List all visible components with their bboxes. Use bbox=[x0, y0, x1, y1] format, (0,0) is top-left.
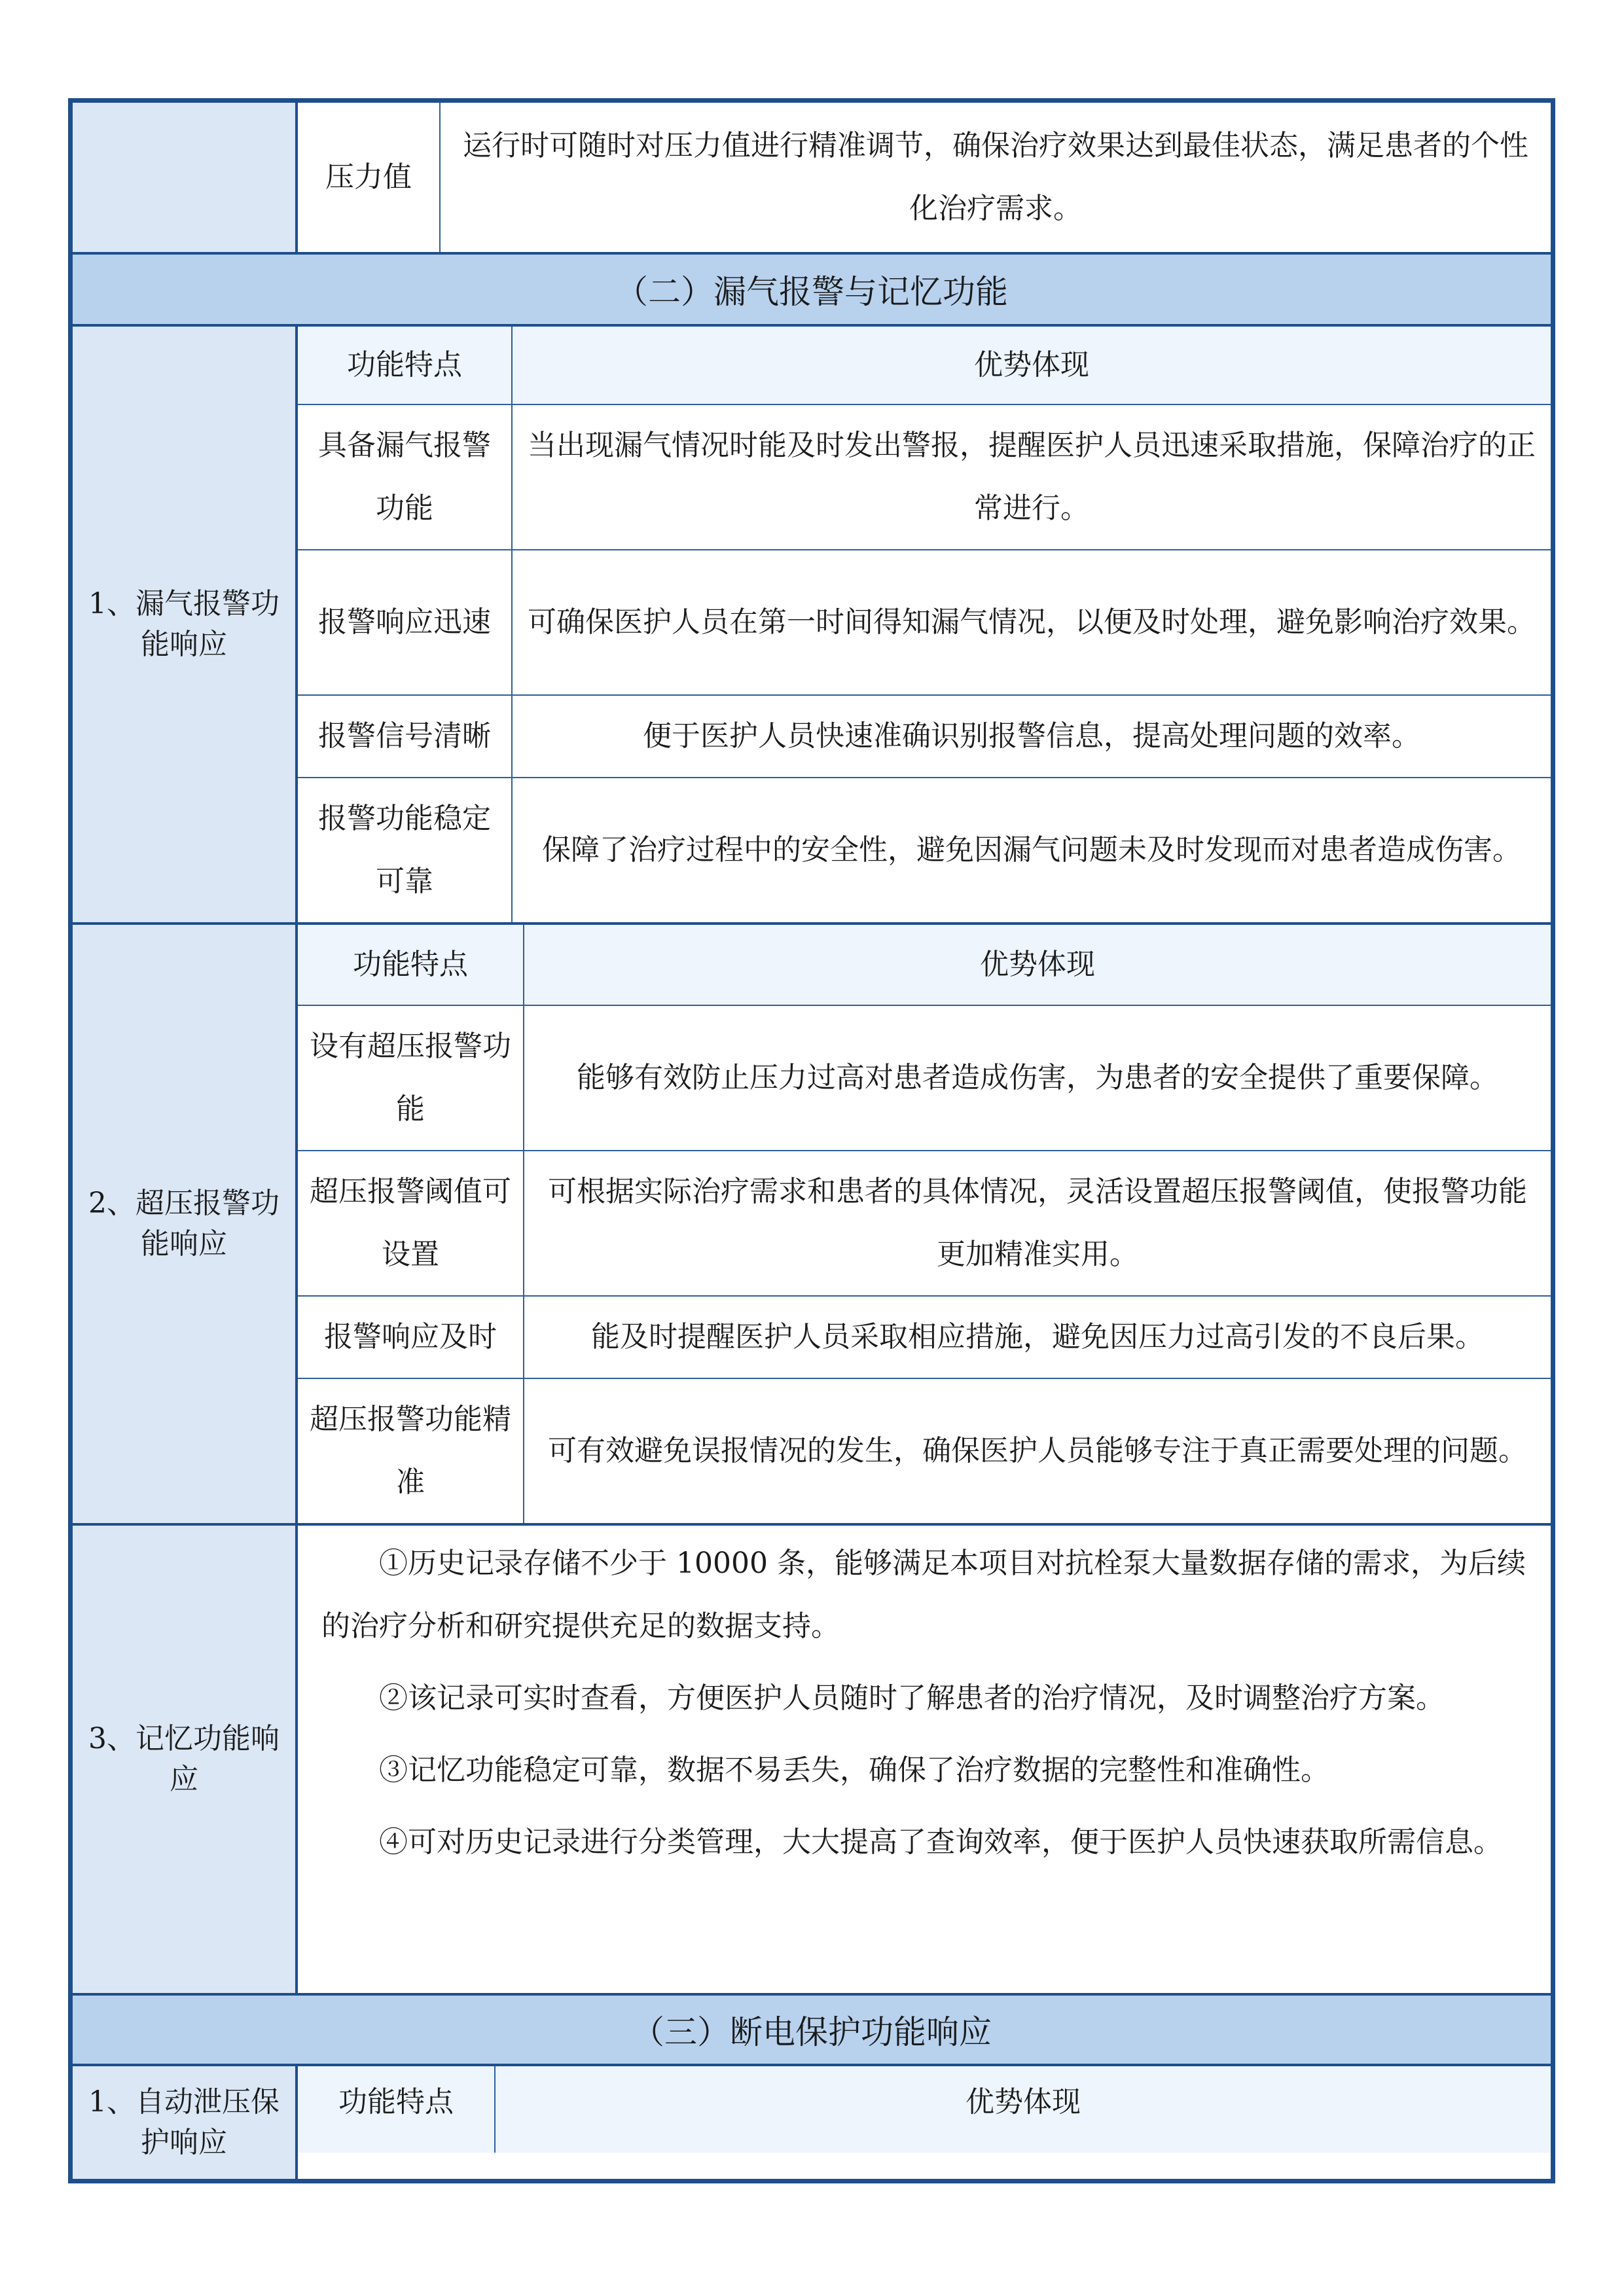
group1-label-cell bbox=[73, 327, 295, 922]
table-row-advantage: 当出现漏气情况时能及时发出警报，提醒医护人员迅速采取措施，保障治疗的正常进行。 bbox=[528, 429, 1536, 525]
group1-header-advantage: 优势体现 bbox=[974, 348, 1089, 382]
group3-paragraph: ④可对历史记录进行分类管理，大大提高了查询效率，便于医护人员快速获取所需信息。 bbox=[379, 1825, 1502, 1859]
top-advantage-text: 运行时可随时对压力值进行精准调节，确保治疗效果达到最佳状态，满足患者的个性化治疗需求。 bbox=[463, 129, 1528, 225]
section3-header-advantage: 优势体现 bbox=[965, 2085, 1081, 2119]
table-row-feature: 报警响应及时 bbox=[324, 1320, 497, 1354]
group3-paragraph: ②该记录可实时查看，方便医护人员随时了解患者的治疗情况，及时调整治疗方案。 bbox=[379, 1681, 1445, 1715]
table-row-advantage: 保障了治疗过程中的安全性，避免因漏气问题未及时发现而对患者造成伤害。 bbox=[542, 833, 1521, 867]
document-table bbox=[68, 98, 1555, 2183]
table-row-advantage: 可根据实际治疗需求和患者的具体情况，灵活设置超压报警阈值，使报警功能更加精准实用。 bbox=[548, 1175, 1527, 1271]
section2-title-bar bbox=[73, 252, 1551, 327]
table-row-feature: 设有超压报警功能 bbox=[310, 1030, 511, 1126]
table-row-advantage: 能及时提醒医护人员采取相应措施，避免因压力过高引发的不良后果。 bbox=[591, 1320, 1484, 1354]
section3-title: （三）断电保护功能响应 bbox=[632, 2013, 992, 2051]
table-row-advantage: 便于医护人员快速准确识别报警信息，提高处理问题的效率。 bbox=[643, 719, 1420, 753]
top-label-cell bbox=[73, 103, 295, 252]
section3-header-feature: 功能特点 bbox=[338, 2085, 454, 2119]
group2-label: 2、超压报警功能响应 bbox=[88, 1187, 280, 1261]
group1-label: 1、漏气报警功能响应 bbox=[88, 587, 280, 661]
section3-group1-label-cell bbox=[73, 2066, 295, 2179]
table-row-feature: 超压报警阈值可设置 bbox=[310, 1175, 511, 1271]
table-row-feature: 报警响应迅速 bbox=[318, 605, 491, 639]
top-advantage-cell bbox=[441, 103, 1551, 252]
table-row-feature: 具备漏气报警功能 bbox=[318, 429, 491, 525]
group3-paragraph: ③记忆功能稳定可靠，数据不易丢失，确保了治疗数据的完整性和准确性。 bbox=[379, 1753, 1329, 1787]
group3-label: 3、记忆功能响应 bbox=[88, 1722, 280, 1796]
table-row-advantage: 可确保医护人员在第一时间得知漏气情况，以便及时处理，避免影响治疗效果。 bbox=[528, 605, 1536, 639]
section2-title: （二）漏气报警与记忆功能 bbox=[615, 273, 1008, 311]
group3-paragraph: ①历史记录存储不少于 10000 条，能够满足本项目对抗栓泵大量数据存储的需求，为后续的治疗分析和研究提供充足的数据支持。 bbox=[321, 1547, 1526, 1643]
section3-title-bar bbox=[73, 1993, 1551, 2066]
table-row-advantage: 能够有效防止压力过高对患者造成伤害，为患者的安全提供了重要保障。 bbox=[577, 1061, 1498, 1094]
group3-label-cell bbox=[73, 1526, 295, 1993]
group2-label-cell bbox=[73, 925, 295, 1523]
top-feature-cell bbox=[298, 103, 439, 252]
table-row-advantage: 可有效避免误报情况的发生，确保医护人员能够专注于真正需要处理的问题。 bbox=[548, 1434, 1527, 1467]
table-row-feature: 报警功能稳定可靠 bbox=[318, 802, 491, 898]
table-row-feature: 超压报警功能精准 bbox=[310, 1403, 511, 1499]
table-row-feature: 报警信号清晰 bbox=[318, 719, 491, 753]
group3-content bbox=[298, 1526, 1551, 1993]
group1-header-feature: 功能特点 bbox=[347, 348, 462, 382]
group2-header-feature: 功能特点 bbox=[353, 948, 468, 981]
group2-header-advantage: 优势体现 bbox=[980, 948, 1095, 981]
top-feature-text: 压力值 bbox=[325, 160, 412, 194]
section3-group1-label: 1、自动泄压保护响应 bbox=[88, 2085, 280, 2159]
